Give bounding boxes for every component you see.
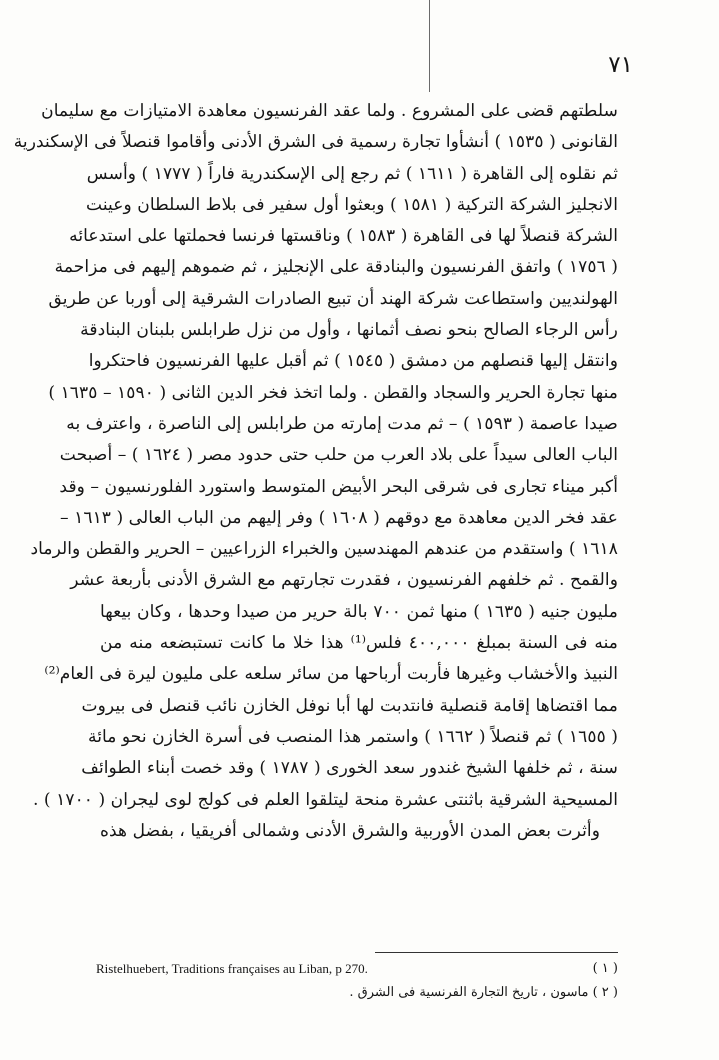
text-line: ثم نقلوه إلى القاهرة ( ١٦١١ ) ثم رجع إلى الإسكندرية فاراً ( ١٧٧٧ ) وأسس bbox=[86, 163, 618, 184]
body-text bbox=[13, 96, 618, 847]
text-line: عقد فخر الدين معاهدة مع دوقهم ( ١٦٠٨ ) وفر إليهم من الباب العالى ( ١٦١٣ – bbox=[60, 507, 618, 528]
text-line: وأثرت بعض المدن الأوربية والشرق الأدنى وشمالى أفريقيا ، بفضل هذه bbox=[100, 820, 600, 841]
footnote-1-text: Ristelhuebert, Traditions françaises au Liban, p 270. bbox=[96, 961, 368, 976]
footnote-1-marker: ( ١ ) bbox=[592, 961, 618, 976]
footnote-1 bbox=[96, 958, 618, 980]
text-line: النبيذ والأخشاب وغيرها فأربت أرباحها من سائر سلعه على مليون ليرة فى العام⁽²⁾ bbox=[44, 664, 618, 685]
text-line: منه فى السنة بمبلغ ٤٠٠,٠٠٠ فلس⁽¹⁾ هذا خلا ما كانت تستبضعه منه من bbox=[100, 633, 618, 654]
text-line: سلطتهم قضى على المشروع . ولما عقد الفرنسيون معاهدة الامتيازات مع سليمان bbox=[41, 101, 618, 121]
text-line: ( ١٦٥٥ ) ثم قنصلاً ( ١٦٦٢ ) واستمر هذا المنصب فى أسرة الخازن نحو مائة bbox=[88, 726, 618, 747]
page-number: ٧١ bbox=[608, 52, 633, 78]
text-line: منها تجارة الحرير والسجاد والقطن . ولما اتخذ فخر الدين الثانى ( ١٥٩٠ – ١٦٣٥ ) bbox=[48, 382, 618, 403]
text-line: المسيحية الشرقية باثنتى عشرة منحة ليتلقوا العلم فى كولج لوى ليجران ( ١٧٠٠ ) . bbox=[33, 789, 618, 810]
text-line: وانتقل إليها قنصلهم من دمشق ( ١٥٤٥ ) ثم أقبل عليها الفرنسيون فاحتكروا bbox=[88, 351, 618, 372]
text-line: الباب العالى سيداً على بلاد العرب من حلب حتى حدود مصر ( ١٦٢٤ ) – أصبحت bbox=[59, 445, 618, 466]
text-line: سنة ، ثم خلفها الشيخ غندور سعد الخورى ( ١٧٨٧ ) وقد خصت أبناء الطوائف bbox=[81, 758, 618, 779]
footnote-separator bbox=[375, 952, 618, 953]
text-line: ١٦١٨ ) واستقدم من عندهم المهندسين والخبراء الزراعيين – الحرير والقطن والرماد bbox=[30, 539, 618, 560]
text-line: رأس الرجاء الصالح بنحو نصف أثمانها ، وأول من نزل طرابلس بلبنان البنادقة bbox=[80, 320, 618, 341]
footnote-2 bbox=[96, 982, 618, 1004]
text-line: ( ١٧٥٦ ) واتفق الفرنسيون والبنادقة على الإنجليز ، ثم ضموهم إليهم فى مزاحمة bbox=[54, 257, 618, 278]
gutter-divider bbox=[429, 0, 430, 92]
text-line: الهولنديين واستطاعت شركة الهند أن تبيع الصادرات الشرقية إلى أوربا عن طريق bbox=[48, 288, 618, 309]
text-line: أكبر ميناء تجارى فى شرقى البحر الأبيض المتوسط واستورد الفلورنسيون – وقد bbox=[59, 476, 618, 497]
footnote-2-marker: ( ٢ ) bbox=[592, 985, 618, 1000]
text-line: الشركة قنصلاً لها فى القاهرة ( ١٥٨٣ ) وناقستها فرنسا فحملتها على استدعائه bbox=[69, 226, 618, 247]
text-line: مليون جنيه ( ١٦٣٥ ) منها ثمن ٧٠٠ بالة حرير من صيدا وحدها ، وكان بيعها bbox=[100, 601, 618, 622]
text-line: الانجليز الشركة التركية ( ١٥٨١ ) وبعثوا أول سفير فى بلاط السلطان وعينت bbox=[85, 194, 618, 215]
text-line: والقمح . ثم خلفهم الفرنسيون ، فقدرت تجارتهم مع الشرق الأدنى بأربعة عشر bbox=[70, 570, 618, 591]
footnote-2-text: ماسون ، تاريخ التجارة الفرنسية فى الشرق . bbox=[349, 985, 589, 1000]
text-line: مما اقتضاها إقامة قنصلية فانتدبت لها أبا نوفل الخازن نائب قنصل فى بيروت bbox=[81, 695, 618, 716]
text-line: صيدا عاصمة ( ١٥٩٣ ) – ثم مدت إمارته من طرابلس إلى الناصرة ، واعترف به bbox=[66, 413, 618, 434]
footnote-2-line bbox=[349, 982, 618, 1004]
text-line: القانونى ( ١٥٣٥ ) أنشأوا تجارة رسمية فى الشرق الأدنى وأقاموا قنصلاً فى الإسكندرية bbox=[13, 132, 618, 153]
